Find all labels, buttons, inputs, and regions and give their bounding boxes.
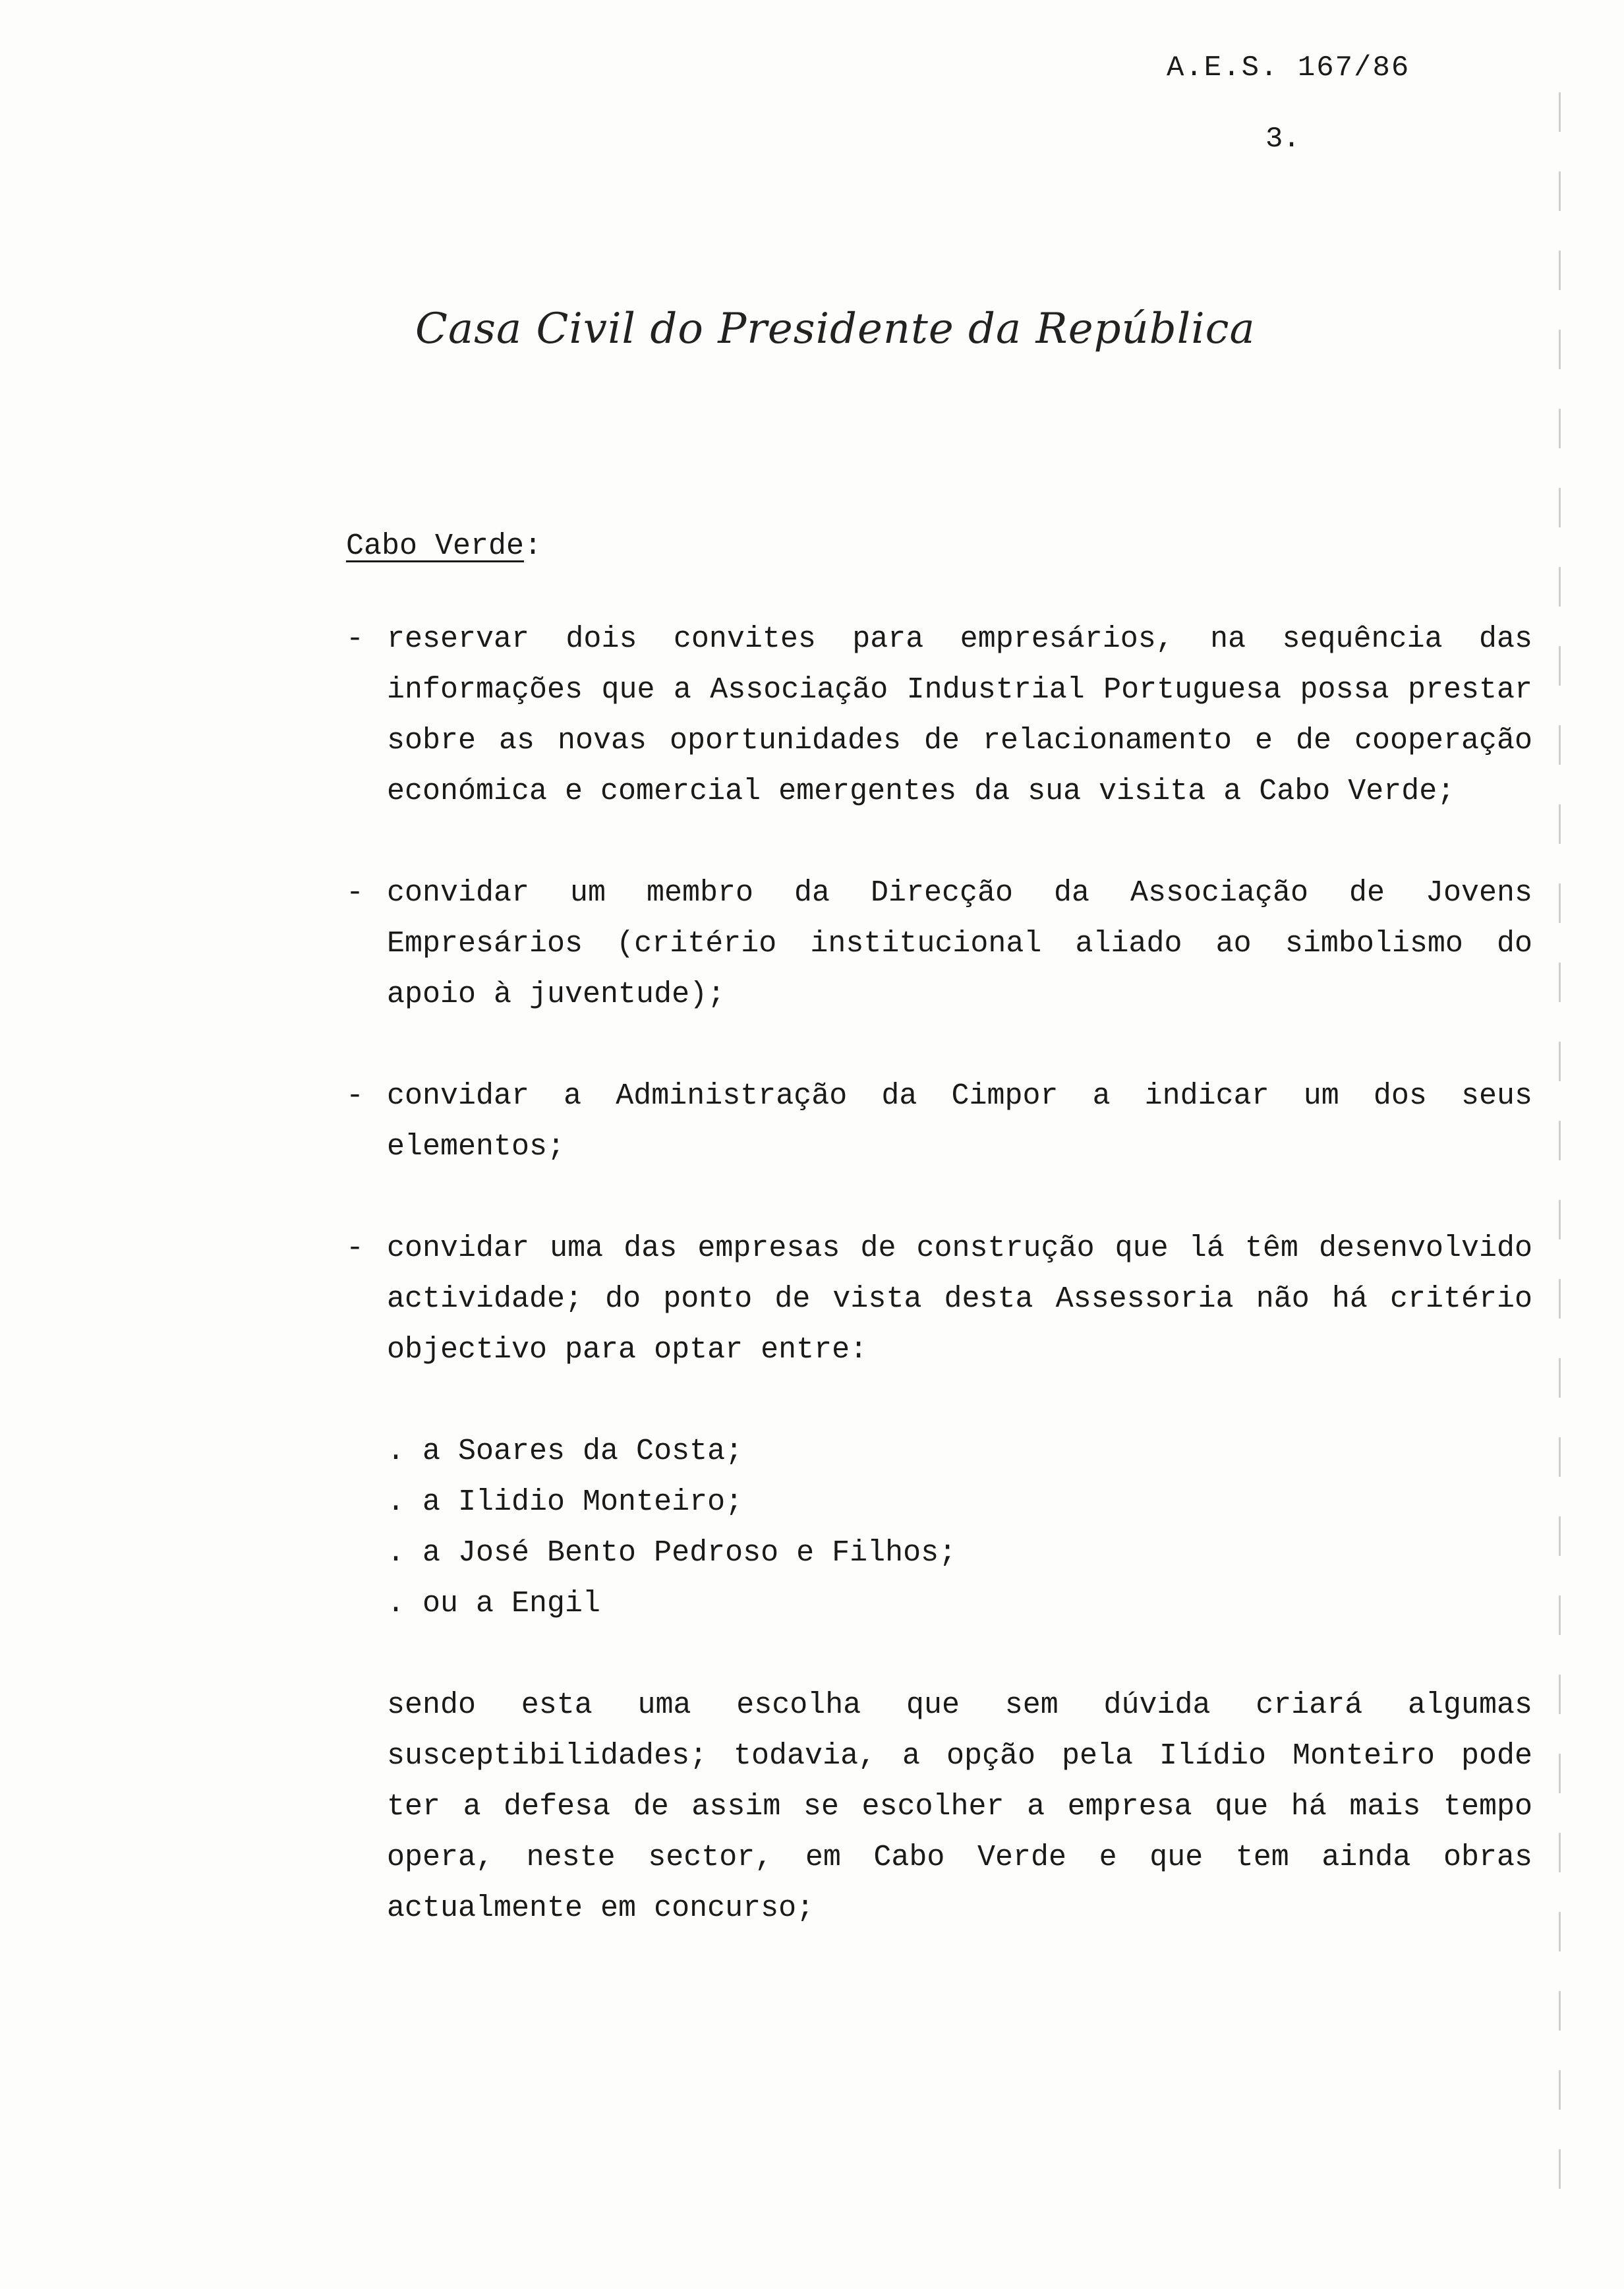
- closing-paragraph: sendo esta uma escolha que sem dúvida criará algumas susceptibilidades; todavia, a opção pela Ilídio Monteiro pode ter a defesa de assim se escolher a empresa que há mais tempo opera, neste sector, em Cabo Verde e que tem ainda obras actualmente em concurso;: [387, 1688, 1532, 1925]
- list-dash: -: [346, 1232, 364, 1265]
- list-item: [346, 1223, 1532, 1934]
- company-option: . a Ilidio Monteiro;: [387, 1485, 743, 1519]
- section-title-colon: :: [524, 529, 542, 563]
- list-item-text: convidar um membro da Direcção da Associação de Jovens Empresários (critério institucional aliado ao simbolismo do apoio à juventude);: [387, 876, 1532, 1011]
- company-option: . a Soares da Costa;: [387, 1435, 743, 1468]
- company-option: . ou a Engil: [387, 1587, 601, 1620]
- letterhead: Casa Civil do Presidente da República: [415, 305, 1256, 353]
- list-dash: -: [346, 622, 364, 656]
- list-item: [346, 614, 1532, 817]
- scan-edge-line: [1559, 92, 1561, 2202]
- list-item-text: convidar uma das empresas de construção que lá têm desenvolvido actividade; do ponto de vista desta Assessoria não há critério objectivo para optar entre:: [387, 1232, 1532, 1367]
- list-item: [346, 1071, 1532, 1172]
- list-dash: -: [346, 876, 364, 910]
- list-item-text: convidar a Administração da Cimpor a indicar um dos seus elementos;: [387, 1079, 1532, 1164]
- page-number: 3.: [1265, 123, 1300, 156]
- company-option: . a José Bento Pedroso e Filhos;: [387, 1536, 957, 1570]
- document-reference: A.E.S. 167/86: [1167, 51, 1410, 84]
- section-title: Cabo Verde: [346, 529, 525, 563]
- list-dash: -: [346, 1079, 364, 1113]
- list-item-text: reservar dois convites para empresários, na sequência das informações que a Associação Industrial Portuguesa possa prestar sobre as novas oportunidades de relacionamento e de cooperação económica e comercial emergentes da sua visita a Cabo Verde;: [387, 622, 1532, 808]
- document-body: [346, 521, 1532, 1984]
- company-options-list: [387, 1426, 1532, 1629]
- list-item: [346, 868, 1532, 1020]
- section-heading: [346, 521, 1532, 572]
